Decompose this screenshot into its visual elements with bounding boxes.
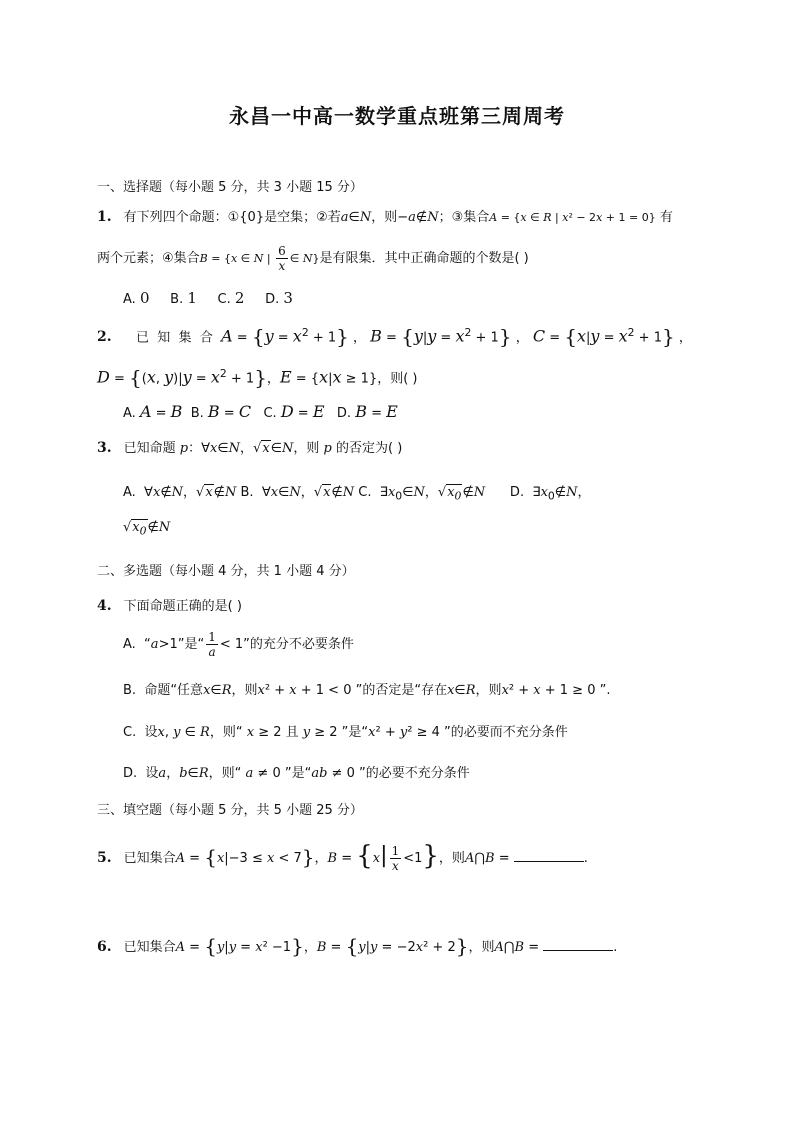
question-3-stem: 3. 已知命题 p：∀x∈N，√x∈N，则 p 的否定为( ) — [97, 440, 403, 456]
question-1-line-2: 两个元素；④集合B = {x ∈ N | $\frac{6}{x}$ ∈ N}是有限集．其中正确命题的个数是( ) — [97, 244, 529, 273]
question-number: 1. — [97, 209, 112, 225]
page-title: 永昌一中高一数学重点班第三周周考 — [229, 104, 565, 128]
question-1-line-1: 1. 有下列四个命题：①{0}是空集；②若a∈N，则−a∉N；③集合A = {x ∈ R | x² − 2x + 1 = 0} 有 — [97, 209, 673, 225]
question-3-options: A. ∀x∉N，√x∉N B. ∀x∈N，√x∉N C. $\exists x_0\in N$，$√x_0\notin N$ D. $\exists x_0\notin N$， — [123, 485, 591, 503]
question-2-options: A. A = B B. B = C C. D = E D. B = E — [123, 402, 398, 421]
fraction: $\frac{6}{x}$ — [278, 244, 286, 273]
question-5: 5. 已知集合A = {x|−3 ≤ x < 7}，B = {x| $\frac{1}{x}$ <1}，则A⋂B = . — [97, 841, 588, 873]
question-6: 6. 已知集合A = {y|y = x² −1}，B = {y|y = −2x² + 2}，则A⋂B = . — [97, 934, 618, 958]
question-3-option-d-continued: $√x_0\notin N$ — [123, 520, 171, 538]
question-1-options: A. 0 B. 1 C. 2 D. 3 — [123, 289, 293, 307]
question-4-option-b: B. 命题“任意x∈R，则x² + x + 1 < 0 ”的否定是“存在x∈R，则x² + x + 1 ≥ 0 ”. — [123, 683, 611, 698]
section-heading-fill: 三、填空题（每小题 5 分，共 5 小题 25 分） — [97, 803, 363, 818]
answer-blank[interactable] — [543, 938, 613, 951]
answer-blank[interactable] — [514, 849, 584, 862]
question-4-option-d: D. 设a，b∈R，则“ a ≠ 0 ”是“ab ≠ 0 ”的必要不充分条件 — [123, 766, 470, 781]
section-heading-multi: 二、多选题（每小题 4 分，共 1 小题 4 分） — [97, 564, 355, 579]
section-heading-choice: 一、选择题（每小题 5 分，共 3 小题 15 分） — [97, 180, 363, 195]
question-4-option-c: C. 设x, y ∈ R，则“ x ≥ 2 且 y ≥ 2 ”是“x² + y² ≥ 4 ”的必要而不充分条件 — [123, 725, 568, 740]
question-2-line-2: D = {(x, $y)|y = x^2 + 1$}，E = {x|x ≥ 1}，则( ) — [97, 365, 418, 390]
question-4-stem: 4. 下面命题正确的是( ) — [97, 598, 242, 614]
question-4-option-a: A. “a>1”是“ $\frac{1}{a}$ < 1”的充分不必要条件 — [123, 630, 354, 659]
question-2-line-1: 2. 已 知 集 合 $A = \{y = x^2 + 1\}$ ， $B = \{y|y = x^2 + 1\}$ ， $C = \{x|y = x^2 + 1\}$ ， — [97, 324, 692, 349]
